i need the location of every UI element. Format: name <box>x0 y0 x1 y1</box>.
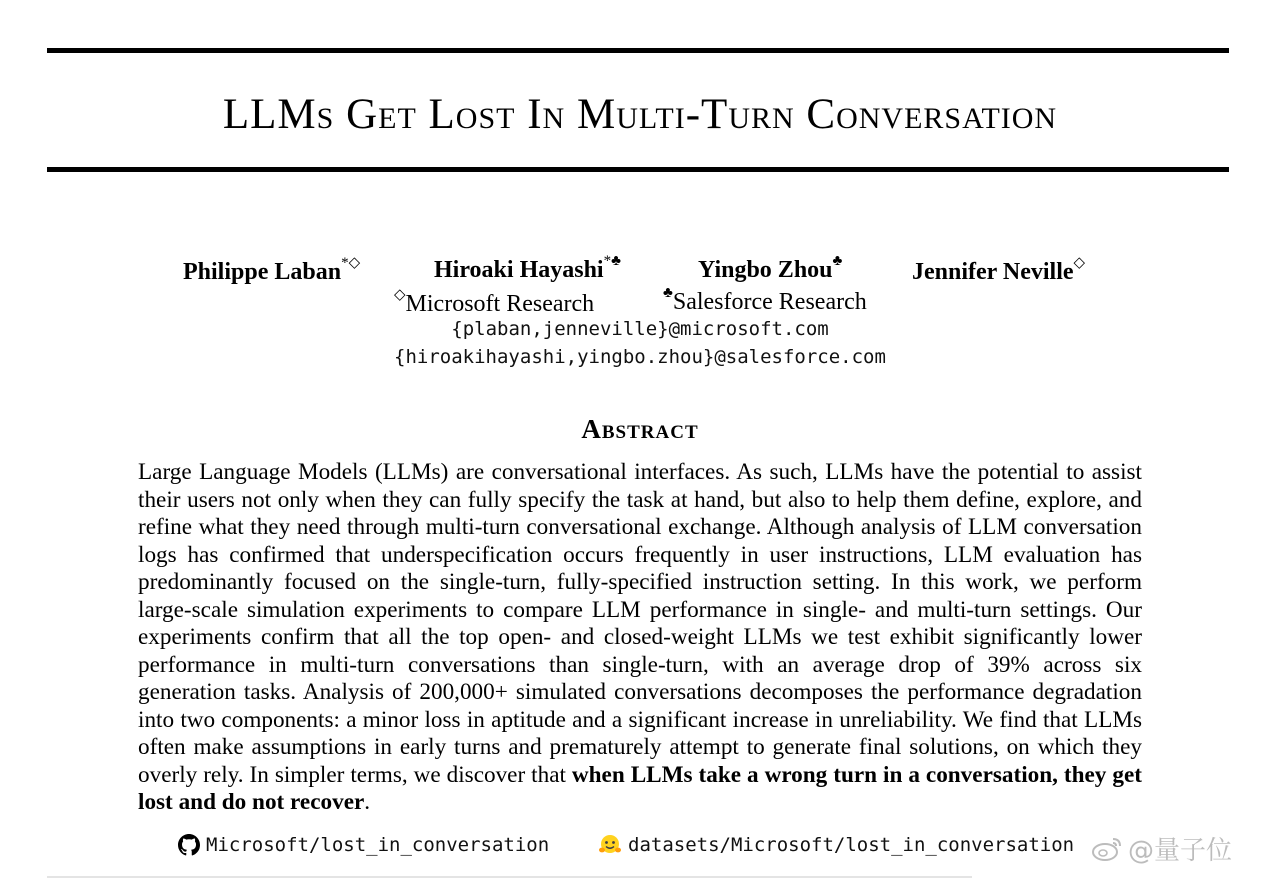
abstract-text: Large Language Models (LLMs) are conversational interfaces. As such, LLMs have the potential to assist their users not only when they can fully specify the task at hand, but also to help them define, explore, and refine what they need through multi-turn conversational exchange. Although analysis of LLM conversation logs has confirmed that underspecification occurs frequently in user instructions, LLM evaluation has predominantly focused on the single-turn, fully-specified instruction setting. In this work, we perform large-scale simulation experiments to compare LLM performance in single- and multi-turn settings. Our experiments confirm that all the top open- and closed-weight LLMs we test exhibit significantly lower performance in multi-turn conversations than single-turn, with an average drop of 39% across six generation tasks. Analysis of 200,000+ simulated conversations decomposes the performance degradation into two components: a minor loss in aptitude and a significant increase in unreliability. We find that LLMs often make assumptions in early turns and prematurely attempt to generate final solutions, on which they overly rely. In simpler terms, we discover that <box>138 459 1142 788</box>
email-microsoft: {plaban,jenneville}@microsoft.com <box>451 318 829 340</box>
affiliation-mark: ♣ <box>663 285 673 301</box>
resource-links <box>0 834 1280 864</box>
abstract-end: . <box>364 789 371 815</box>
affiliation-mark: ◇ <box>394 287 406 303</box>
paper-title: LLMs Get Lost In Multi-Turn Conversation <box>222 91 1058 138</box>
abstract-body <box>138 459 1142 817</box>
weibo-watermark <box>1090 830 1232 867</box>
author-marks: *♣ <box>603 253 621 269</box>
author-2 <box>434 253 621 284</box>
affiliation-list <box>0 285 1280 320</box>
author-marks: *◇ <box>341 255 361 271</box>
title-bottom-rule <box>47 167 1229 172</box>
author-name: Jennifer Neville <box>912 259 1074 285</box>
author-name: Philippe Laban <box>183 259 342 285</box>
author-list <box>0 253 1280 290</box>
author-name: Yingbo Zhou <box>698 257 833 283</box>
author-4 <box>912 256 1085 286</box>
dataset-link-text: datasets/Microsoft/lost_in_conversation <box>628 834 1075 856</box>
author-3 <box>698 253 843 284</box>
github-link[interactable] <box>178 834 549 856</box>
github-link-text: Microsoft/lost_in_conversation <box>206 834 550 856</box>
hugging-face-icon <box>598 834 622 856</box>
author-marks: ♣ <box>832 253 843 269</box>
weibo-icon <box>1090 835 1124 863</box>
author-marks: ◇ <box>1073 255 1086 271</box>
email-salesforce: {hiroakihayashi,yingbo.zhou}@salesforce.com <box>394 346 886 368</box>
dataset-link[interactable] <box>598 834 1098 856</box>
github-icon <box>178 834 200 856</box>
author-1 <box>183 256 360 286</box>
title-top-rule <box>47 48 1229 53</box>
affiliation-salesforce <box>663 285 867 316</box>
affiliation-name: Salesforce Research <box>672 289 867 315</box>
author-name: Hiroaki Hayashi <box>434 257 604 283</box>
abstract-bold-conclusion: when LLMs take a wrong turn in a conversation, they get lost and do not recover <box>138 761 1142 815</box>
affiliation-microsoft <box>394 288 594 318</box>
page-bottom-divider <box>47 876 972 878</box>
watermark-text: @量子位 <box>1128 836 1233 866</box>
affiliation-name: Microsoft Research <box>405 291 595 317</box>
abstract-heading: Abstract <box>581 414 699 444</box>
